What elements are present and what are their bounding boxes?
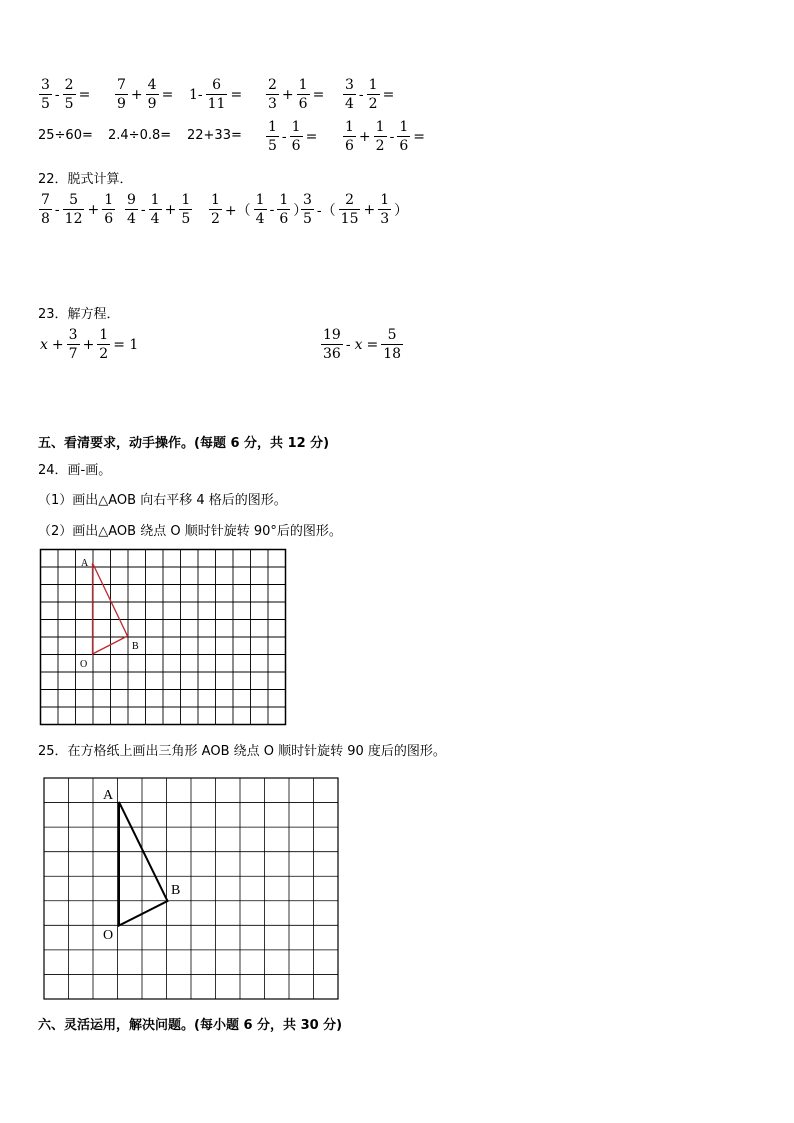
fraction: $\frac{2}{5}$	[64, 77, 74, 112]
q25-label-b: B	[171, 883, 181, 898]
q22-expression-2: $\frac{9}{4}$ - $\frac{1}{4}$ + $\frac{1}{5}$	[127, 192, 191, 227]
q22-expression-1: $\frac{7}{8}$ - $\frac{5}{12}$ + $\frac{1}{6}$	[41, 192, 114, 227]
oral-calc-row-2: $\frac{1}{6}$ + $\frac{1}{2}$ - $\frac{1}{6}$ =	[345, 119, 425, 154]
oral-calc-row-1: $\frac{3}{4}$ - $\frac{1}{2}$ =	[345, 77, 395, 112]
q22-expression-4: $\frac{3}{5}$ -（ $\frac{2}{15}$ + $\frac{1}{3}$ ）	[303, 192, 409, 227]
oral-calc-row-2: $\frac{1}{5}$ - $\frac{1}{6}$ =	[268, 119, 318, 154]
section-6-heading: 六、灵活运用，解决问题。(每小题 6 分，共 30 分)	[38, 1018, 343, 1033]
oral-calc-row-1: $\frac{7}{9}$ + $\frac{4}{9}$ =	[117, 77, 174, 112]
question-22-title: 22．脱式计算．	[38, 172, 133, 187]
oral-calc-row-1: $\frac{2}{3}$ + $\frac{1}{6}$ =	[268, 77, 325, 112]
q24-grid	[39, 548, 287, 728]
question-23-title: 23．解方程．	[38, 307, 120, 322]
q25-grid	[43, 777, 343, 1002]
q25-label-o: O	[103, 928, 114, 943]
q24-triangle-aob	[93, 563, 128, 654]
q25-label-a: A	[103, 788, 114, 803]
question-24-part-2: （2）画出△AOB 绕点 O 顺时针旋转 90°后的图形。	[38, 524, 342, 539]
q24-label-a: A	[81, 558, 89, 569]
oral-calc-row-2: 22+33=	[187, 128, 242, 143]
oral-calc-row-1: $\frac{3}{5}$ - $\frac{2}{5}$ =	[41, 77, 91, 112]
q22-expression-3: $\frac{1}{2}$ +（ $\frac{1}{4}$ - $\frac{1}{6}$ ）	[211, 192, 308, 227]
question-25-title: 25．在方格纸上画出三角形 AOB 绕点 O 顺时针旋转 90 度后的图形。	[38, 744, 446, 759]
q23-equation-1: x + $\frac{3}{7}$ + $\frac{1}{2}$ = 1	[40, 327, 139, 362]
q24-label-b: B	[132, 641, 139, 652]
q25-triangle-aob	[119, 802, 168, 926]
q24-label-o: O	[80, 659, 88, 670]
oral-calc-row-1: 1- $\frac{6}{11}$ =	[189, 77, 243, 112]
oral-calc-row-2: 25÷60=	[38, 128, 93, 143]
section-5-heading: 五、看清要求，动手操作。(每题 6 分，共 12 分)	[38, 436, 330, 451]
q23-equation-2: $\frac{19}{36}$ - x = $\frac{5}{18}$	[323, 327, 402, 362]
oral-calc-row-2: 2.4÷0.8=	[108, 128, 172, 143]
fraction: $\frac{3}{5}$	[41, 77, 50, 112]
question-24-part-1: （1）画出△AOB 向右平移 4 格后的图形。	[38, 493, 287, 508]
question-24-title: 24．画-画。	[38, 463, 112, 478]
